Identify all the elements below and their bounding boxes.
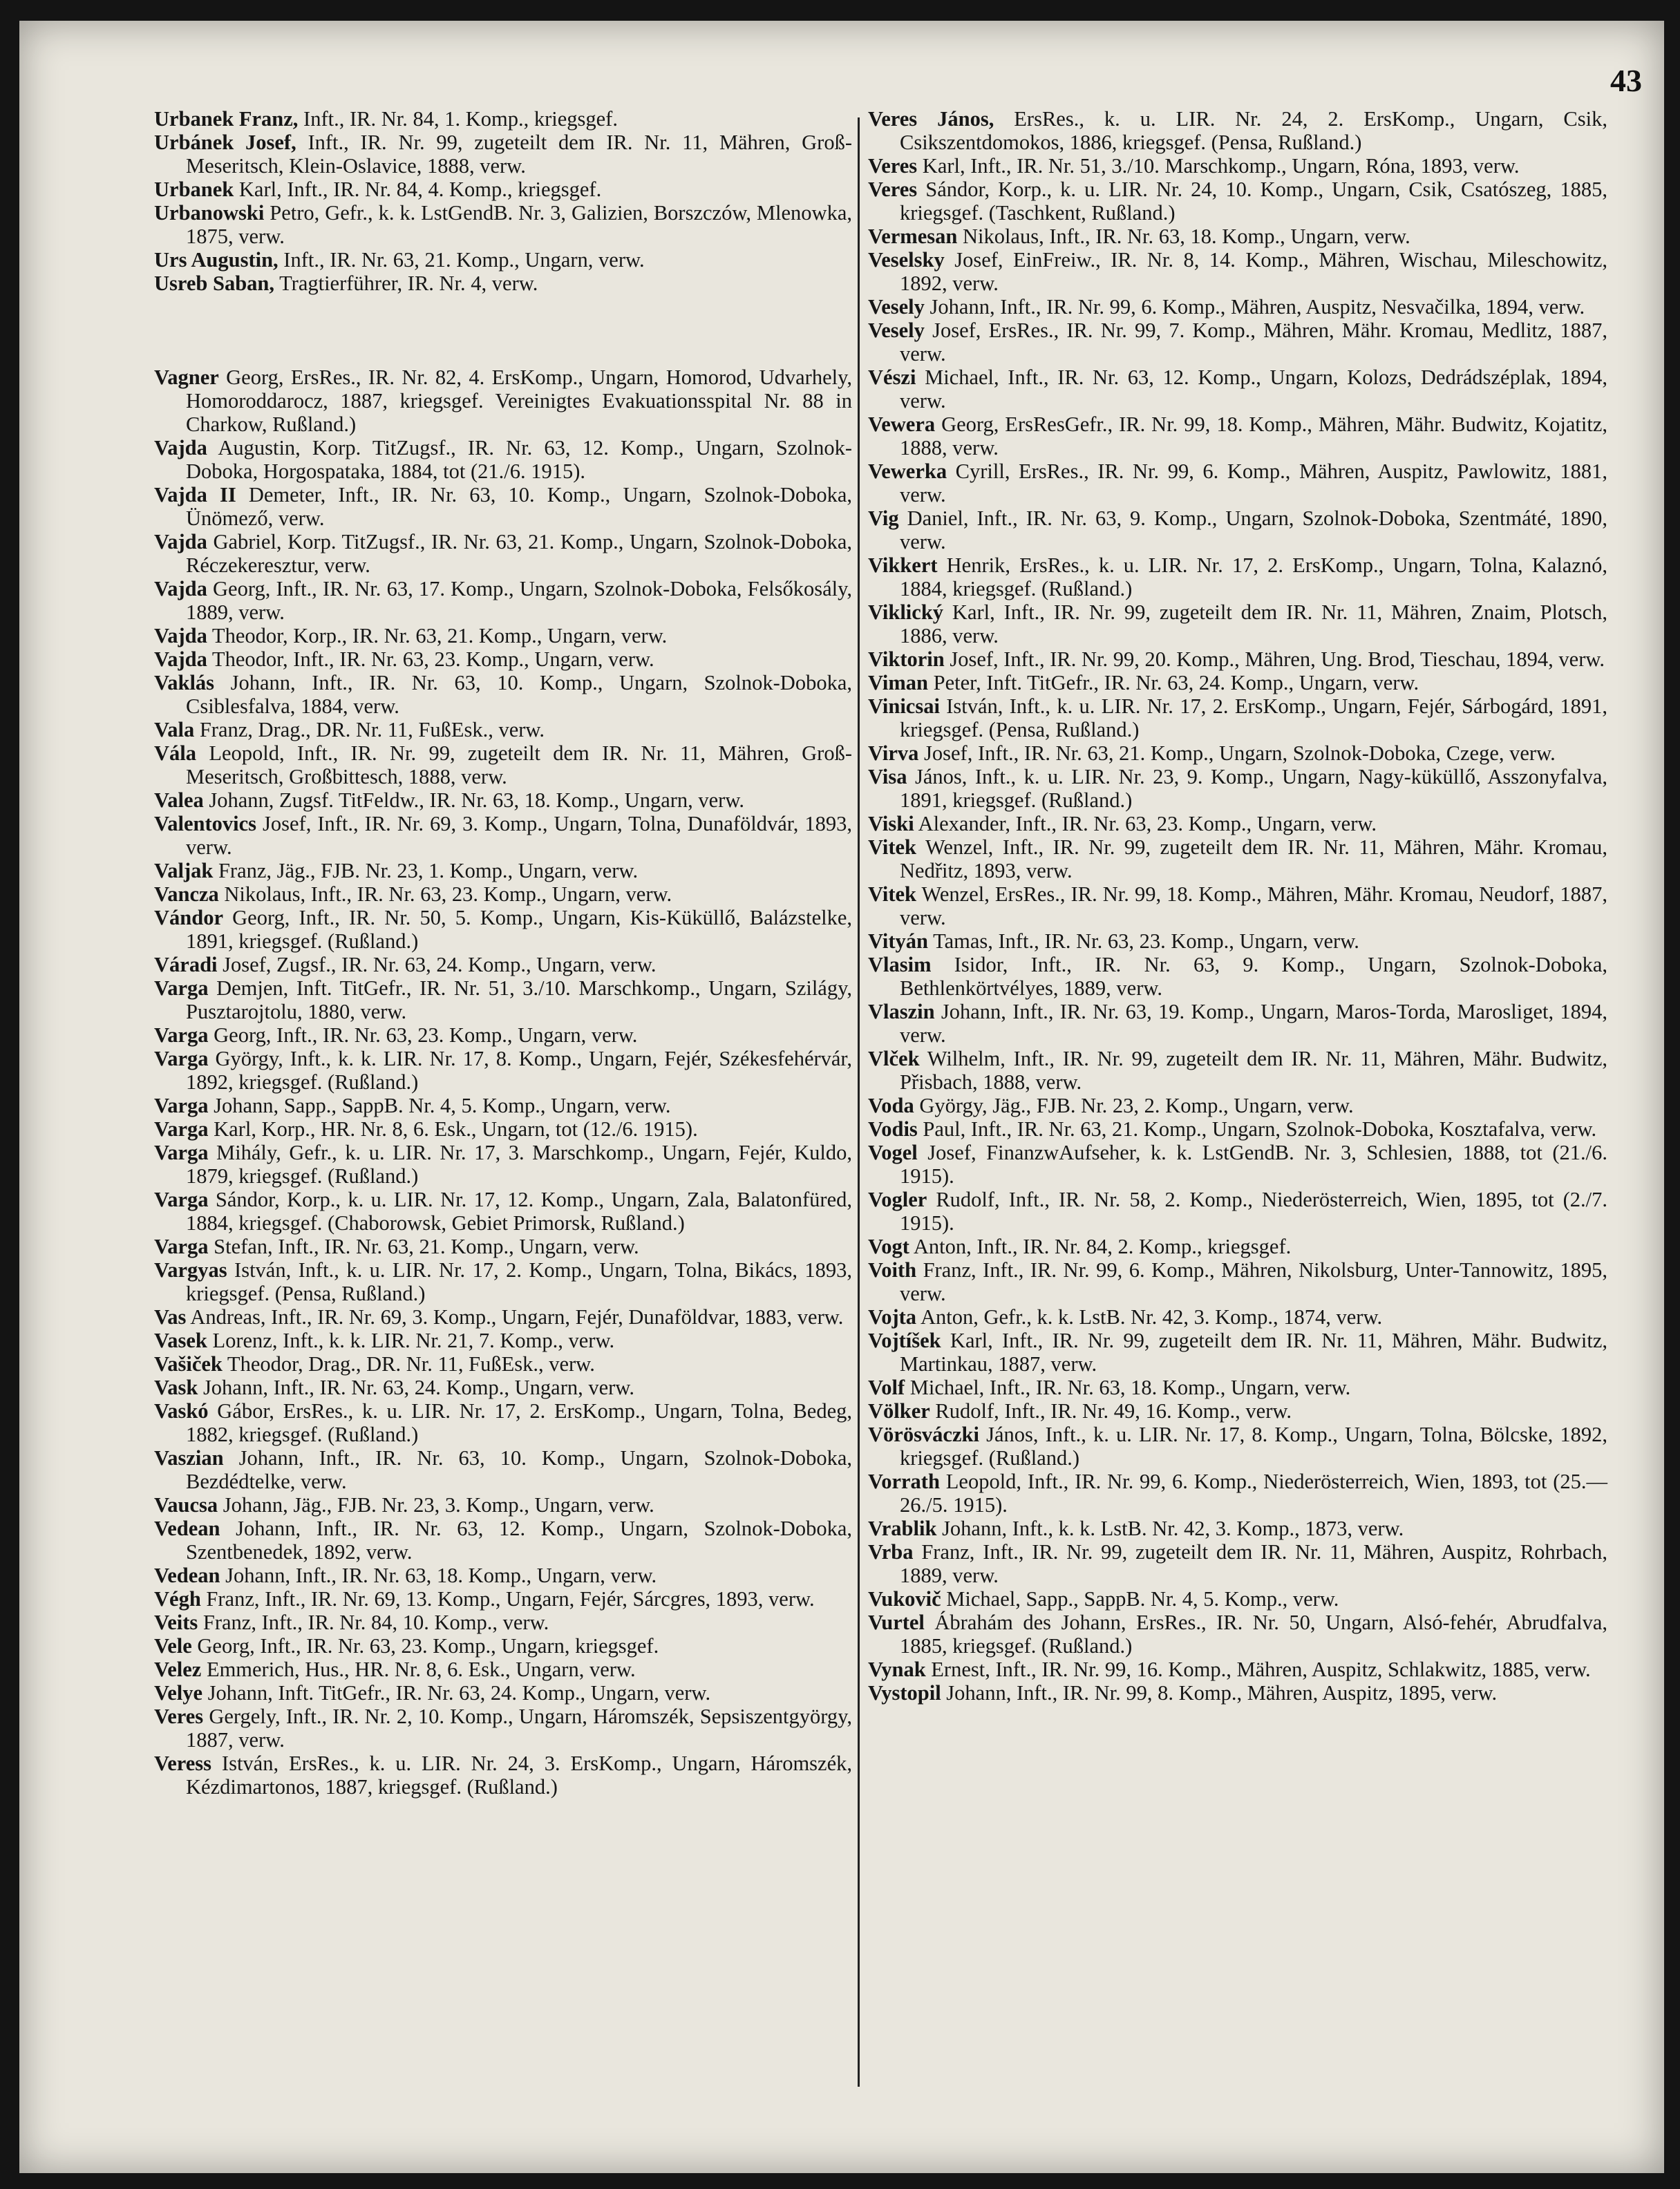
list-item bbox=[154, 624, 852, 647]
list-item bbox=[154, 647, 852, 671]
entry-details: Franz, Inft., IR. Nr. 84, 10. Komp., verw. bbox=[198, 1611, 549, 1634]
entry-details: Johann, Inft., IR. Nr. 63, 10. Komp., Ungarn, Szolnok-Doboka, Bezdédtelke, verw. bbox=[186, 1446, 852, 1493]
list-item bbox=[868, 154, 1607, 178]
entry-name: Vašiček bbox=[154, 1352, 223, 1376]
entry-details: Inft., IR. Nr. 84, 1. Komp., kriegsgef. bbox=[298, 107, 618, 131]
entry-details: Gergely, Inft., IR. Nr. 2, 10. Komp., Ungarn, Háromszék, Sepsiszentgyörgy, 1887, verw. bbox=[186, 1705, 852, 1752]
entry-details: Franz, Inft., IR. Nr. 99, 6. Komp., Mähren, Nikolsburg, Unter-Tannowitz, 1895, verw. bbox=[900, 1258, 1607, 1305]
entry-name: Vála bbox=[154, 741, 196, 765]
entry-details: Georg, Inft., IR. Nr. 63, 23. Komp., Ungarn, kriegsgef. bbox=[191, 1634, 659, 1658]
list-item bbox=[868, 225, 1607, 248]
entry-name: Vaskó bbox=[154, 1399, 209, 1423]
entry-name: Vesely bbox=[868, 319, 925, 342]
entry-name: Urbanowski bbox=[154, 201, 265, 225]
entry-name: Volf bbox=[868, 1376, 905, 1399]
entry-name: Vinicsai bbox=[868, 694, 940, 718]
entry-details: János, Inft., k. u. LIR. Nr. 23, 9. Komp., Ungarn, Nagy-küküllő, Asszonyfalva, 1891, kriegsgef. (Rußland.) bbox=[900, 765, 1607, 812]
entry-details: Theodor, Korp., IR. Nr. 63, 21. Komp., Ungarn, verw. bbox=[207, 624, 668, 647]
list-item bbox=[868, 765, 1607, 812]
list-item bbox=[154, 1564, 852, 1587]
entry-name: Urbanek bbox=[154, 178, 234, 201]
entry-details: Georg, ErsRes., IR. Nr. 82, 4. ErsKomp., Ungarn, Homorod, Udvarhely, Homoroddarocz, 1887, kriegsgef. Vereinigtes Evakuationsspital Nr. 88 in Charkow, Rußland.) bbox=[186, 366, 852, 436]
entry-details: Henrik, ErsRes., k. u. LIR. Nr. 17, 2. ErsKomp., Ungarn, Tolna, Kalaznó, 1884, kriegsgef. (Rußland.) bbox=[900, 553, 1607, 600]
list-item bbox=[154, 1752, 852, 1799]
list-item bbox=[154, 201, 852, 248]
entry-details: Franz, Inft., IR. Nr. 99, zugeteilt dem IR. Nr. 11, Mähren, Auspitz, Rohrbach, 1889, verw. bbox=[900, 1540, 1607, 1587]
entry-details: Johann, Inft., IR. Nr. 63, 10. Komp., Ungarn, Szolnok-Doboka, Csiblesfalva, 1884, verw. bbox=[186, 671, 852, 718]
entry-details: Mihály, Gefr., k. u. LIR. Nr. 17, 3. Marschkomp., Ungarn, Fejér, Kuldo, 1879, kriegsgef. (Rußland.) bbox=[186, 1141, 852, 1188]
entry-name: Varga bbox=[154, 1141, 209, 1164]
section-gap bbox=[154, 295, 852, 366]
list-item bbox=[154, 1587, 852, 1611]
entry-name: Varga bbox=[154, 1094, 209, 1117]
entry-name: Vewera bbox=[868, 413, 936, 436]
list-item bbox=[868, 1658, 1607, 1681]
entry-name: Valentovics bbox=[154, 812, 256, 835]
list-item bbox=[868, 647, 1607, 671]
list-item bbox=[154, 1446, 852, 1493]
list-item bbox=[154, 178, 852, 201]
list-item bbox=[868, 1000, 1607, 1047]
list-item bbox=[154, 530, 852, 577]
entry-name: Vaklás bbox=[154, 671, 215, 694]
list-item bbox=[154, 1658, 852, 1681]
entry-details: Daniel, Inft., IR. Nr. 63, 9. Komp., Ungarn, Szolnok-Doboka, Szentmáté, 1890, verw. bbox=[898, 506, 1607, 553]
list-item bbox=[868, 295, 1607, 319]
entry-details: Ernest, Inft., IR. Nr. 99, 16. Komp., Mähren, Auspitz, Schlakwitz, 1885, verw. bbox=[925, 1658, 1591, 1681]
entry-name: Vukovič bbox=[868, 1587, 941, 1611]
entry-name: Vask bbox=[154, 1376, 198, 1399]
list-item bbox=[154, 272, 852, 295]
list-item bbox=[868, 1681, 1607, 1705]
list-item bbox=[868, 1470, 1607, 1517]
list-item bbox=[154, 1634, 852, 1658]
entry-name: Vándor bbox=[154, 906, 223, 929]
list-item bbox=[154, 1047, 852, 1094]
list-item bbox=[868, 600, 1607, 647]
entry-details: Tragtierführer, IR. Nr. 4, verw. bbox=[274, 272, 538, 295]
entry-details: Georg, Inft., IR. Nr. 50, 5. Komp., Ungarn, Kis-Küküllő, Balázstelke, 1891, kriegsgef. (Rußland.) bbox=[186, 906, 852, 953]
entry-details: Lorenz, Inft., k. k. LIR. Nr. 21, 7. Komp., verw. bbox=[207, 1329, 615, 1352]
list-item bbox=[868, 1587, 1607, 1611]
list-item bbox=[868, 1235, 1607, 1258]
entry-name: Vewerka bbox=[868, 459, 947, 483]
list-item bbox=[154, 1517, 852, 1564]
entry-details: Petro, Gefr., k. k. LstGendB. Nr. 3, Galizien, Borszczów, Mlenowka, 1875, verw. bbox=[186, 201, 852, 248]
list-item bbox=[154, 1376, 852, 1399]
entry-details: Demeter, Inft., IR. Nr. 63, 10. Komp., Ungarn, Szolnok-Doboka, Ünömező, verw. bbox=[186, 483, 852, 530]
entry-details: Inft., IR. Nr. 63, 21. Komp., Ungarn, verw. bbox=[278, 248, 645, 272]
entry-name: Völker bbox=[868, 1399, 930, 1423]
entry-name: Urbánek Josef, bbox=[154, 131, 296, 154]
list-item bbox=[154, 1023, 852, 1047]
entry-name: Vurtel bbox=[868, 1611, 925, 1634]
list-item bbox=[154, 859, 852, 882]
entry-name: Vala bbox=[154, 718, 195, 741]
entry-name: Varga bbox=[154, 976, 209, 1000]
entry-details: Georg, Inft., IR. Nr. 63, 23. Komp., Ungarn, verw. bbox=[208, 1023, 638, 1047]
entry-name: Vig bbox=[868, 506, 899, 530]
entry-details: Sándor, Korp., k. u. LIR. Nr. 24, 10. Komp., Ungarn, Csik, Csatószeg, 1885, kriegsgef. (Taschkent, Rußland.) bbox=[900, 178, 1607, 225]
list-item bbox=[154, 107, 852, 131]
column-divider bbox=[858, 117, 860, 2087]
entry-name: Vészi bbox=[868, 366, 916, 389]
entry-name: Veits bbox=[154, 1611, 198, 1634]
entry-name: Velye bbox=[154, 1681, 203, 1705]
list-item bbox=[154, 1094, 852, 1117]
document-page bbox=[19, 21, 1664, 2173]
list-item bbox=[868, 248, 1607, 295]
entry-name: Végh bbox=[154, 1587, 201, 1611]
entry-name: Usreb Saban, bbox=[154, 272, 275, 295]
entry-name: Veres bbox=[868, 178, 918, 201]
left-column bbox=[154, 107, 852, 1799]
entry-name: Urs Augustin, bbox=[154, 248, 279, 272]
entry-details: Ábrahám des Johann, ErsRes., IR. Nr. 50, Ungarn, Alsó-fehér, Abrudfalva, 1885, kriegsgef. (Rußland.) bbox=[900, 1611, 1607, 1658]
list-item bbox=[154, 1235, 852, 1258]
entry-name: Voda bbox=[868, 1094, 914, 1117]
entry-name: Vedean bbox=[154, 1517, 220, 1540]
entry-name: Vynak bbox=[868, 1658, 926, 1681]
entry-details: Wilhelm, Inft., IR. Nr. 99, zugeteilt dem IR. Nr. 11, Mähren, Mähr. Budwitz, Přisbach, 1888, verw. bbox=[900, 1047, 1607, 1094]
list-item bbox=[868, 1117, 1607, 1141]
entry-name: Viktorin bbox=[868, 647, 945, 671]
list-item bbox=[154, 1705, 852, 1752]
entry-name: Vesely bbox=[868, 295, 925, 319]
list-item bbox=[868, 1540, 1607, 1587]
entry-details: Franz, Drag., DR. Nr. 11, FußEsk., verw. bbox=[194, 718, 545, 741]
list-item bbox=[868, 1094, 1607, 1117]
entry-name: Viski bbox=[868, 812, 914, 835]
entry-details: Franz, Inft., IR. Nr. 69, 13. Komp., Ungarn, Fejér, Sárcgres, 1893, verw. bbox=[200, 1587, 815, 1611]
page-number: 43 bbox=[1610, 63, 1642, 98]
list-item bbox=[154, 1329, 852, 1352]
entry-details: Georg, ErsResGefr., IR. Nr. 99, 18. Komp., Mähren, Mähr. Budwitz, Kojatitz, 1888, verw. bbox=[900, 413, 1607, 459]
entry-name: Vrablik bbox=[868, 1517, 937, 1540]
entry-name: Vas bbox=[154, 1305, 187, 1329]
entry-details: Isidor, Inft., IR. Nr. 63, 9. Komp., Ungarn, Szolnok-Doboka, Bethlenkörtvélyes, 1889, verw. bbox=[900, 953, 1607, 1000]
list-item bbox=[868, 812, 1607, 835]
list-item bbox=[868, 553, 1607, 600]
entry-details: Johann, Inft., IR. Nr. 63, 24. Komp., Ungarn, verw. bbox=[198, 1376, 634, 1399]
list-item bbox=[154, 1681, 852, 1705]
list-item bbox=[154, 953, 852, 976]
list-item bbox=[154, 788, 852, 812]
entry-details: Wenzel, Inft., IR. Nr. 99, zugeteilt dem IR. Nr. 11, Mähren, Mähr. Kromau, Nedřitz, 1893, verw. bbox=[900, 835, 1607, 882]
entry-name: Vagner bbox=[154, 366, 219, 389]
entry-name: Vojta bbox=[868, 1305, 917, 1329]
entry-name: Varga bbox=[154, 1047, 209, 1070]
entry-group-v bbox=[154, 366, 852, 1799]
entry-name: Varga bbox=[154, 1235, 209, 1258]
entry-name: Vörösváczki bbox=[868, 1423, 979, 1446]
entry-details: Michael, Sapp., SappB. Nr. 4, 5. Komp., verw. bbox=[941, 1587, 1339, 1611]
entry-details: Leopold, Inft., IR. Nr. 99, 6. Komp., Niederösterreich, Wien, 1893, tot (25.—26./5. 1915). bbox=[900, 1470, 1607, 1517]
entry-details: Anton, Gefr., k. k. LstB. Nr. 42, 3. Komp., 1874, verw. bbox=[916, 1305, 1383, 1329]
entry-details: Gabriel, Korp. TitZugsf., IR. Nr. 63, 21. Komp., Ungarn, Szolnok-Doboka, Réczekeresztur, verw. bbox=[186, 530, 852, 577]
entry-details: Josef, EinFreiw., IR. Nr. 8, 14. Komp., Mähren, Wischau, Mileschowitz, 1892, verw. bbox=[900, 248, 1607, 295]
entry-details: Johann, Inft. TitGefr., IR. Nr. 63, 24. Komp., Ungarn, verw. bbox=[202, 1681, 711, 1705]
entry-name: Vajda II bbox=[154, 483, 236, 506]
entry-details: Tamas, Inft., IR. Nr. 63, 23. Komp., Ungarn, verw. bbox=[928, 929, 1359, 953]
entry-name: Vermesan bbox=[868, 225, 958, 248]
entry-name: Veress bbox=[154, 1752, 212, 1775]
entry-details: Theodor, Drag., DR. Nr. 11, FußEsk., verw. bbox=[222, 1352, 595, 1376]
list-item bbox=[154, 366, 852, 436]
entry-name: Vystopil bbox=[868, 1681, 941, 1705]
list-item bbox=[154, 1352, 852, 1376]
entry-name: Vlček bbox=[868, 1047, 920, 1070]
list-item bbox=[154, 671, 852, 718]
entry-details: Inft., IR. Nr. 99, zugeteilt dem IR. Nr. 11, Mähren, Groß-Meseritsch, Klein-Oslavice, 1888, verw. bbox=[186, 131, 852, 178]
entry-details: György, Jäg., FJB. Nr. 23, 2. Komp., Ungarn, verw. bbox=[914, 1094, 1354, 1117]
entry-name: Veres János, bbox=[868, 107, 994, 131]
list-item bbox=[154, 1141, 852, 1188]
list-item bbox=[868, 741, 1607, 765]
entry-name: Vancza bbox=[154, 882, 219, 906]
entry-name: Varga bbox=[154, 1023, 209, 1047]
list-item bbox=[154, 1188, 852, 1235]
entry-name: Vajda bbox=[154, 577, 207, 600]
list-item bbox=[868, 1141, 1607, 1188]
entry-name: Vaucsa bbox=[154, 1493, 218, 1517]
entry-details: Peter, Inft. TitGefr., IR. Nr. 63, 24. Komp., Ungarn, verw. bbox=[928, 671, 1419, 694]
entry-name: Vodis bbox=[868, 1117, 918, 1141]
entry-details: István, ErsRes., k. u. LIR. Nr. 24, 3. ErsKomp., Ungarn, Háromszék, Kézdimartonos, 1887, kriegsgef. (Rußland.) bbox=[186, 1752, 852, 1799]
list-item bbox=[868, 107, 1607, 154]
entry-name: Viman bbox=[868, 671, 928, 694]
entry-details: Josef, Inft., IR. Nr. 63, 21. Komp., Ungarn, Szolnok-Doboka, Czege, verw. bbox=[918, 741, 1556, 765]
list-item bbox=[868, 1423, 1607, 1470]
entry-name: Visa bbox=[868, 765, 907, 788]
entry-name: Vrba bbox=[868, 1540, 914, 1564]
entry-name: Veres bbox=[868, 154, 918, 178]
entry-name: Virva bbox=[868, 741, 919, 765]
entry-details: István, Inft., k. u. LIR. Nr. 17, 2. ErsKomp., Ungarn, Fejér, Sárbogárd, 1891, kriegsgef. (Pensa, Rußland.) bbox=[900, 694, 1607, 741]
entry-details: Andreas, Inft., IR. Nr. 69, 3. Komp., Ungarn, Fejér, Dunaföldvar, 1883, verw. bbox=[186, 1305, 844, 1329]
entry-name: Vlasim bbox=[868, 953, 932, 976]
entry-details: Emmerich, Hus., HR. Nr. 8, 6. Esk., Ungarn, verw. bbox=[201, 1658, 636, 1681]
entry-name: Vedean bbox=[154, 1564, 220, 1587]
list-item bbox=[154, 483, 852, 530]
entry-group-u bbox=[154, 107, 852, 295]
entry-details: János, Inft., k. u. LIR. Nr. 17, 8. Komp., Ungarn, Tolna, Bölcske, 1892, kriegsgef. (Rußland.) bbox=[900, 1423, 1607, 1470]
entry-name: Valjak bbox=[154, 859, 214, 882]
entry-group-right bbox=[868, 107, 1607, 1705]
entry-name: Vojtíšek bbox=[868, 1329, 941, 1352]
entry-details: Johann, Inft., IR. Nr. 63, 18. Komp., Ungarn, verw. bbox=[220, 1564, 657, 1587]
entry-details: Karl, Korp., HR. Nr. 8, 6. Esk., Ungarn, tot (12./6. 1915). bbox=[208, 1117, 698, 1141]
entry-details: Rudolf, Inft., IR. Nr. 49, 16. Komp., verw. bbox=[929, 1399, 1292, 1423]
list-item bbox=[868, 1611, 1607, 1658]
entry-name: Vogt bbox=[868, 1235, 909, 1258]
entry-details: Sándor, Korp., k. u. LIR. Nr. 17, 12. Komp., Ungarn, Zala, Balatonfüred, 1884, kriegsgef. (Chaborowsk, Gebiet Primorsk, Rußland.) bbox=[186, 1188, 852, 1235]
list-item bbox=[154, 1305, 852, 1329]
entry-details: Michael, Inft., IR. Nr. 63, 12. Komp., Ungarn, Kolozs, Dedrádszéplak, 1894, verw. bbox=[900, 366, 1607, 413]
list-item bbox=[868, 366, 1607, 413]
entry-details: Johann, Zugsf. TitFeldw., IR. Nr. 63, 18. Komp., Ungarn, verw. bbox=[203, 788, 744, 812]
list-item bbox=[154, 131, 852, 178]
entry-details: Franz, Jäg., FJB. Nr. 23, 1. Komp., Ungarn, verw. bbox=[213, 859, 639, 882]
entry-details: Josef, FinanzwAufseher, k. k. LstGendB. Nr. 3, Schlesien, 1888, tot (21./6. 1915). bbox=[900, 1141, 1607, 1188]
entry-name: Varga bbox=[154, 1188, 209, 1211]
list-item bbox=[868, 1376, 1607, 1399]
list-item bbox=[154, 741, 852, 788]
entry-details: Nikolaus, Inft., IR. Nr. 63, 18. Komp., Ungarn, verw. bbox=[957, 225, 1410, 248]
entry-details: Cyrill, ErsRes., IR. Nr. 99, 6. Komp., Mähren, Auspitz, Pawlowitz, 1881, verw. bbox=[900, 459, 1607, 506]
entry-details: Josef, Inft., IR. Nr. 69, 3. Komp., Ungarn, Tolna, Dunaföldvár, 1893, verw. bbox=[186, 812, 852, 859]
list-item bbox=[868, 929, 1607, 953]
entry-name: Veres bbox=[154, 1705, 204, 1728]
list-item bbox=[868, 1399, 1607, 1423]
entry-name: Viklický bbox=[868, 600, 944, 624]
entry-name: Vitek bbox=[868, 882, 917, 906]
entry-details: Josef, Zugsf., IR. Nr. 63, 24. Komp., Ungarn, verw. bbox=[217, 953, 657, 976]
entry-details: Paul, Inft., IR. Nr. 63, 21. Komp., Ungarn, Szolnok-Doboka, Kosztafalva, verw. bbox=[917, 1117, 1597, 1141]
entry-name: Vaszian bbox=[154, 1446, 224, 1470]
list-item bbox=[154, 1117, 852, 1141]
entry-name: Vityán bbox=[868, 929, 928, 953]
entry-name: Urbanek Franz, bbox=[154, 107, 299, 131]
entry-name: Vlaszin bbox=[868, 1000, 935, 1023]
entry-details: Stefan, Inft., IR. Nr. 63, 21. Komp., Ungarn, verw. bbox=[208, 1235, 639, 1258]
entry-name: Vikkert bbox=[868, 553, 938, 577]
list-item bbox=[868, 835, 1607, 882]
entry-name: Vitek bbox=[868, 835, 917, 859]
entry-details: Johann, Inft., IR. Nr. 63, 12. Komp., Ungarn, Szolnok-Doboka, Szentbenedek, 1892, verw. bbox=[186, 1517, 852, 1564]
entry-name: Veselsky bbox=[868, 248, 945, 272]
entry-details: Michael, Inft., IR. Nr. 63, 18. Komp., Ungarn, verw. bbox=[905, 1376, 1351, 1399]
entry-name: Varga bbox=[154, 1117, 209, 1141]
list-item bbox=[868, 1188, 1607, 1235]
list-item bbox=[154, 248, 852, 272]
entry-details: Theodor, Inft., IR. Nr. 63, 23. Komp., Ungarn, verw. bbox=[207, 647, 654, 671]
entry-name: Vasek bbox=[154, 1329, 207, 1352]
entry-details: Georg, Inft., IR. Nr. 63, 17. Komp., Ungarn, Szolnok-Doboka, Felsőkosály, 1889, verw. bbox=[186, 577, 852, 624]
entry-details: István, Inft., k. u. LIR. Nr. 17, 2. Komp., Ungarn, Tolna, Bikács, 1893, kriegsgef. (Pensa, Rußland.) bbox=[186, 1258, 852, 1305]
list-item bbox=[868, 178, 1607, 225]
entry-details: Josef, Inft., IR. Nr. 99, 20. Komp., Mähren, Ung. Brod, Tieschau, 1894, verw. bbox=[944, 647, 1605, 671]
entry-name: Vajda bbox=[154, 647, 207, 671]
entry-details: Johann, Jäg., FJB. Nr. 23, 3. Komp., Ungarn, verw. bbox=[218, 1493, 654, 1517]
entry-name: Vele bbox=[154, 1634, 192, 1658]
list-item bbox=[154, 436, 852, 483]
entry-name: Vorrath bbox=[868, 1470, 940, 1493]
list-item bbox=[868, 413, 1607, 459]
entry-details: Alexander, Inft., IR. Nr. 63, 23. Komp., Ungarn, verw. bbox=[914, 812, 1377, 835]
entry-details: Leopold, Inft., IR. Nr. 99, zugeteilt dem IR. Nr. 11, Mähren, Groß-Meseritsch, Großbittesch, 1888, verw. bbox=[186, 741, 852, 788]
list-item bbox=[868, 1329, 1607, 1376]
list-item bbox=[868, 459, 1607, 506]
entry-details: Karl, Inft., IR. Nr. 99, zugeteilt dem IR. Nr. 11, Mähren, Znaim, Plotsch, 1886, verw. bbox=[900, 600, 1607, 647]
entry-name: Vogel bbox=[868, 1141, 918, 1164]
entry-details: Johann, Sapp., SappB. Nr. 4, 5. Komp., Ungarn, verw. bbox=[208, 1094, 671, 1117]
entry-name: Valea bbox=[154, 788, 204, 812]
list-item bbox=[868, 319, 1607, 366]
entry-details: Nikolaus, Inft., IR. Nr. 63, 23. Komp., Ungarn, verw. bbox=[218, 882, 672, 906]
entry-details: ErsRes., k. u. LIR. Nr. 24, 2. ErsKomp., Ungarn, Csik, Csikszentdomokos, 1886, kriegsgef. (Pensa, Rußland.) bbox=[900, 107, 1607, 154]
entry-details: Karl, Inft., IR. Nr. 99, zugeteilt dem IR. Nr. 11, Mähren, Mähr. Budwitz, Martinkau, 1887, verw. bbox=[900, 1329, 1607, 1376]
entry-details: Rudolf, Inft., IR. Nr. 58, 2. Komp., Niederösterreich, Wien, 1895, tot (2./7. 1915). bbox=[900, 1188, 1607, 1235]
list-item bbox=[154, 906, 852, 953]
list-item bbox=[154, 812, 852, 859]
entry-details: Anton, Inft., IR. Nr. 84, 2. Komp., kriegsgef. bbox=[909, 1235, 1292, 1258]
list-item bbox=[868, 1047, 1607, 1094]
list-item bbox=[868, 671, 1607, 694]
entry-name: Vargyas bbox=[154, 1258, 227, 1282]
entry-name: Vajda bbox=[154, 624, 207, 647]
list-item bbox=[154, 718, 852, 741]
entry-details: Johann, Inft., IR. Nr. 99, 8. Komp., Mähren, Auspitz, 1895, verw. bbox=[941, 1681, 1498, 1705]
entry-name: Velez bbox=[154, 1658, 202, 1681]
entry-details: Johann, Inft., IR. Nr. 63, 19. Komp., Ungarn, Maros-Torda, Marosliget, 1894, verw. bbox=[900, 1000, 1607, 1047]
entry-name: Vogler bbox=[868, 1188, 927, 1211]
entry-details: Wenzel, ErsRes., IR. Nr. 99, 18. Komp., Mähren, Mähr. Kromau, Neudorf, 1887, verw. bbox=[900, 882, 1607, 929]
entry-details: Josef, ErsRes., IR. Nr. 99, 7. Komp., Mähren, Mähr. Kromau, Medlitz, 1887, verw. bbox=[900, 319, 1607, 366]
list-item bbox=[868, 953, 1607, 1000]
entry-details: Karl, Inft., IR. Nr. 84, 4. Komp., kriegsgef. bbox=[234, 178, 602, 201]
entry-details: Demjen, Inft. TitGefr., IR. Nr. 51, 3./10. Marschkomp., Ungarn, Szilágy, Pusztarojtolu, 1880, verw. bbox=[186, 976, 852, 1023]
entry-name: Vajda bbox=[154, 530, 207, 553]
entry-details: Augustin, Korp. TitZugsf., IR. Nr. 63, 12. Komp., Ungarn, Szolnok-Doboka, Horgospataka, 1884, tot (21./6. 1915). bbox=[186, 436, 852, 483]
list-item bbox=[154, 1493, 852, 1517]
list-item bbox=[868, 694, 1607, 741]
entry-details: György, Inft., k. k. LIR. Nr. 17, 8. Komp., Ungarn, Fejér, Székesfehérvár, 1892, kriegsgef. (Rußland.) bbox=[186, 1047, 852, 1094]
list-item bbox=[154, 577, 852, 624]
list-item bbox=[154, 1399, 852, 1446]
list-item bbox=[868, 1305, 1607, 1329]
list-item bbox=[868, 506, 1607, 553]
entry-details: Gábor, ErsRes., k. u. LIR. Nr. 17, 2. ErsKomp., Ungarn, Tolna, Bedeg, 1882, kriegsgef. (Rußland.) bbox=[186, 1399, 852, 1446]
list-item bbox=[154, 1611, 852, 1634]
list-item bbox=[868, 882, 1607, 929]
list-item bbox=[154, 1258, 852, 1305]
entry-name: Váradi bbox=[154, 953, 218, 976]
entry-details: Karl, Inft., IR. Nr. 51, 3./10. Marschkomp., Ungarn, Róna, 1893, verw. bbox=[917, 154, 1520, 178]
list-item bbox=[154, 882, 852, 906]
list-item bbox=[868, 1517, 1607, 1540]
list-item bbox=[154, 976, 852, 1023]
right-column bbox=[868, 107, 1607, 1705]
entry-name: Vajda bbox=[154, 436, 207, 459]
entry-name: Voith bbox=[868, 1258, 917, 1282]
entry-details: Johann, Inft., IR. Nr. 99, 6. Komp., Mähren, Auspitz, Nesvačilka, 1894, verw. bbox=[924, 295, 1585, 319]
entry-details: Johann, Inft., k. k. LstB. Nr. 42, 3. Komp., 1873, verw. bbox=[936, 1517, 1404, 1540]
list-item bbox=[868, 1258, 1607, 1305]
